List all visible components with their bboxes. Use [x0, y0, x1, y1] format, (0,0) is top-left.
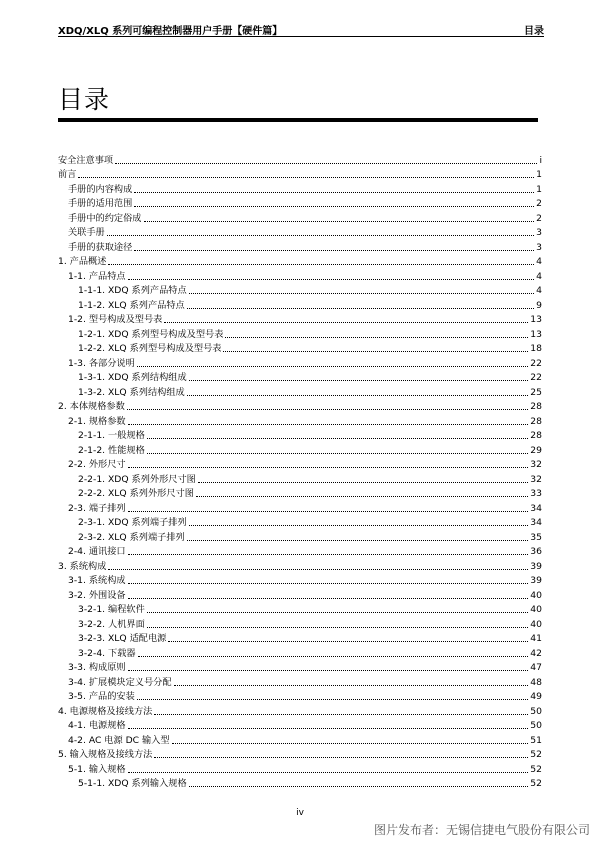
toc-entry-label: 3. 系统构成 [58, 560, 107, 572]
toc-entry-page: 3 [536, 227, 542, 238]
toc-leader-dots [187, 307, 534, 309]
toc-entry-page: 25 [530, 386, 542, 398]
toc-leader-dots [154, 756, 528, 758]
toc-entry-page: 32 [530, 473, 542, 485]
toc-entry[interactable] [58, 311, 542, 326]
toc-leader-dots [134, 205, 534, 207]
toc-entry[interactable] [58, 586, 542, 601]
toc-entry-label: 2-4. 通讯接口 [68, 546, 126, 557]
toc-leader-dots [108, 263, 534, 265]
toc-entry[interactable] [58, 615, 542, 630]
toc-leader-dots [134, 191, 534, 193]
toc-entry[interactable] [58, 209, 542, 224]
toc-entry-label: 1-1-2. XLQ 系列产品特点 [78, 299, 185, 311]
toc-entry-page: 2 [536, 212, 542, 224]
toc-entry-label: 1. 产品概述 [58, 256, 107, 267]
toc-entry-page: 39 [530, 575, 542, 586]
toc-leader-dots [128, 423, 529, 425]
toc-entry-page: 34 [530, 517, 542, 528]
toc-entry-label: 2-2-1. XDQ 系列外形尺寸图 [78, 473, 196, 485]
toc-entry[interactable] [58, 456, 542, 471]
toc-entry[interactable] [58, 702, 542, 717]
toc-entry[interactable] [58, 383, 542, 398]
toc-entry-label: 5-1. 输入规格 [68, 763, 126, 775]
header-section-name: 目录 [524, 26, 544, 37]
toc-leader-dots [78, 176, 534, 178]
toc-leader-dots [189, 524, 529, 526]
toc-leader-dots [128, 278, 535, 280]
toc-leader-dots [189, 292, 534, 294]
toc-leader-dots [128, 597, 529, 599]
toc-entry-page: 2 [536, 198, 542, 209]
toc-entry-page: 28 [530, 401, 542, 412]
toc-entry[interactable] [58, 673, 542, 688]
toc-entry[interactable] [58, 775, 542, 790]
toc-leader-dots [196, 495, 528, 497]
toc-entry[interactable] [58, 412, 542, 427]
title-rule [58, 118, 538, 122]
toc-entry-page: 1 [536, 183, 542, 195]
toc-entry[interactable] [58, 557, 542, 572]
toc-entry-label: 1-2-1. XDQ 系列型号构成及型号表 [78, 328, 224, 340]
toc-leader-dots [128, 553, 529, 555]
toc-entry[interactable] [58, 499, 542, 514]
toc-entry-page: 49 [530, 691, 542, 702]
toc-entry-page: 18 [530, 343, 542, 354]
toc-entry[interactable] [58, 166, 542, 181]
toc-entry-label: 3-2-1. 编程软件 [78, 604, 145, 615]
toc-entry-label: 1-1-1. XDQ 系列产品特点 [78, 285, 187, 296]
toc-leader-dots [187, 394, 529, 396]
toc-entry-label: 3-2. 外围设备 [68, 589, 126, 601]
toc-entry-page: 48 [530, 676, 542, 688]
table-of-contents [58, 151, 542, 789]
toc-entry[interactable] [58, 340, 542, 355]
toc-entry[interactable] [58, 485, 542, 500]
toc-entry-page: i [539, 154, 542, 166]
toc-entry[interactable] [58, 195, 542, 210]
toc-entry-label: 2-1-2. 性能规格 [78, 444, 145, 456]
toc-entry[interactable] [58, 659, 542, 674]
toc-entry-label: 3-5. 产品的安装 [68, 691, 135, 702]
toc-leader-dots [223, 350, 528, 352]
toc-entry-label: 1-3. 各部分说明 [68, 357, 135, 369]
toc-entry[interactable] [58, 688, 542, 703]
toc-entry-label: 安全注意事项 [58, 154, 114, 166]
toc-entry[interactable] [58, 427, 542, 442]
toc-entry-page: 50 [530, 720, 542, 731]
toc-entry-label: 3-2-4. 下载器 [78, 647, 136, 659]
toc-entry-page: 4 [536, 256, 542, 267]
toc-entry-label: 2-3-1. XDQ 系列端子排列 [78, 517, 187, 528]
toc-entry[interactable] [58, 224, 542, 239]
toc-entry[interactable] [58, 717, 542, 732]
toc-entry-page: 52 [530, 778, 542, 789]
toc-leader-dots [134, 249, 534, 251]
toc-entry-label: 3-2-2. 人机界面 [78, 618, 145, 630]
toc-entry[interactable] [58, 180, 542, 195]
header-manual-title: XDQ/XLQ 系列可编程控制器用户手册【硬件篇】 [58, 26, 283, 37]
toc-leader-dots [107, 234, 534, 236]
toc-entry-label: 2-3. 端子排列 [68, 502, 126, 514]
toc-leader-dots [128, 727, 529, 729]
toc-entry-page: 47 [530, 662, 542, 673]
toc-entry-label: 关联手册 [68, 227, 105, 238]
toc-leader-dots [225, 336, 528, 338]
toc-leader-dots [128, 771, 529, 773]
page-title: 目录 [58, 85, 111, 114]
toc-entry-label: 1-2-2. XLQ 系列型号构成及型号表 [78, 343, 222, 354]
publisher-watermark: 图片发布者：无锡信捷电气股份有限公司 [373, 823, 590, 837]
toc-entry-page: 13 [530, 328, 542, 340]
toc-entry[interactable] [58, 441, 542, 456]
toc-entry-page: 41 [530, 633, 542, 644]
toc-entry-page: 50 [530, 705, 542, 717]
toc-entry-page: 22 [530, 357, 542, 369]
toc-entry[interactable] [58, 354, 542, 369]
toc-entry[interactable] [58, 398, 542, 413]
toc-entry-label: 手册的获取途径 [68, 241, 133, 253]
toc-entry[interactable] [58, 543, 542, 558]
toc-entry-page: 9 [536, 299, 542, 311]
toc-entry[interactable] [58, 238, 542, 253]
toc-entry[interactable] [58, 325, 542, 340]
toc-entry-label: 1-2. 型号构成及型号表 [68, 314, 163, 325]
toc-entry-page: 40 [530, 589, 542, 601]
toc-leader-dots [168, 640, 528, 642]
toc-entry-label: 手册中的约定俗成 [68, 212, 142, 224]
toc-entry-label: 5. 输入规格及接线方法 [58, 749, 153, 760]
toc-entry[interactable] [58, 470, 542, 485]
toc-entry-page: 29 [530, 444, 542, 456]
toc-entry[interactable] [58, 630, 542, 645]
toc-leader-dots [115, 162, 537, 164]
toc-entry[interactable] [58, 644, 542, 659]
toc-leader-dots [174, 684, 529, 686]
toc-entry-page: 4 [536, 285, 542, 296]
toc-leader-dots [172, 742, 529, 744]
toc-entry-page: 3 [536, 241, 542, 253]
toc-entry[interactable] [58, 296, 542, 311]
toc-entry[interactable] [58, 528, 542, 543]
toc-entry-page: 22 [530, 372, 542, 383]
toc-entry[interactable] [58, 731, 542, 746]
toc-entry-label: 2-2. 外形尺寸 [68, 459, 126, 470]
toc-entry[interactable] [58, 369, 542, 384]
toc-entry-page: 52 [530, 763, 542, 775]
toc-entry-page: 28 [530, 415, 542, 427]
toc-entry[interactable] [58, 601, 542, 616]
toc-entry[interactable] [58, 760, 542, 775]
toc-entry-page: 4 [536, 270, 542, 282]
toc-entry-label: 2-1-1. 一般规格 [78, 430, 145, 441]
toc-leader-dots [128, 669, 529, 671]
toc-leader-dots [144, 220, 535, 222]
toc-leader-dots [147, 452, 529, 454]
toc-leader-dots [147, 611, 529, 613]
toc-leader-dots [198, 481, 528, 483]
toc-entry-page: 39 [530, 560, 542, 572]
toc-leader-dots [164, 321, 528, 323]
toc-entry-page: 1 [536, 169, 542, 180]
toc-entry-label: 3-1. 系统构成 [68, 575, 126, 586]
toc-entry-label: 1-1. 产品特点 [68, 270, 126, 282]
toc-entry-label: 2-1. 规格参数 [68, 415, 126, 427]
toc-leader-dots [138, 655, 529, 657]
toc-leader-dots [154, 713, 528, 715]
toc-leader-dots [128, 510, 529, 512]
toc-entry[interactable] [58, 151, 542, 166]
page-header [58, 18, 544, 37]
toc-entry-label: 2-3-2. XLQ 系列端子排列 [78, 531, 185, 543]
toc-entry-page: 36 [530, 546, 542, 557]
toc-entry-label: 前言 [58, 169, 77, 180]
toc-leader-dots [189, 379, 529, 381]
toc-entry-page: 51 [530, 734, 542, 746]
toc-entry-label: 1-3-2. XLQ 系列结构组成 [78, 386, 185, 398]
toc-entry-label: 3-4. 扩展模块定义号分配 [68, 676, 172, 688]
toc-entry-page: 32 [530, 459, 542, 470]
toc-entry-label: 手册的内容构成 [68, 183, 133, 195]
toc-entry-label: 2-2-2. XLQ 系列外形尺寸图 [78, 488, 194, 499]
toc-leader-dots [128, 582, 529, 584]
toc-entry[interactable] [58, 572, 542, 587]
toc-entry-label: 4-2. AC 电源 DC 输入型 [68, 734, 170, 746]
toc-leader-dots [137, 698, 529, 700]
toc-entry[interactable] [58, 746, 542, 761]
toc-entry-label: 3-3. 构成原则 [68, 662, 126, 673]
toc-entry-page: 35 [530, 531, 542, 543]
toc-leader-dots [128, 466, 529, 468]
toc-leader-dots [189, 785, 529, 787]
toc-entry-label: 手册的适用范围 [68, 198, 133, 209]
toc-leader-dots [108, 568, 528, 570]
toc-entry[interactable] [58, 514, 542, 529]
toc-leader-dots [137, 365, 529, 367]
toc-leader-dots [127, 408, 528, 410]
toc-leader-dots [147, 437, 529, 439]
toc-entry-label: 4. 电源规格及接线方法 [58, 705, 153, 717]
toc-entry-page: 13 [530, 314, 542, 325]
toc-entry[interactable] [58, 282, 542, 297]
toc-entry-page: 40 [530, 618, 542, 630]
toc-entry-page: 33 [530, 488, 542, 499]
page-number: iv [296, 808, 304, 818]
toc-entry-page: 42 [530, 647, 542, 659]
toc-entry-page: 34 [530, 502, 542, 514]
toc-entry[interactable] [58, 253, 542, 268]
toc-entry-label: 2. 本体规格参数 [58, 401, 125, 412]
toc-leader-dots [187, 539, 529, 541]
toc-entry[interactable] [58, 267, 542, 282]
toc-entry-label: 1-3-1. XDQ 系列结构组成 [78, 372, 187, 383]
toc-entry-label: 5-1-1. XDQ 系列输入规格 [78, 778, 187, 789]
toc-leader-dots [147, 626, 529, 628]
toc-entry-page: 40 [530, 604, 542, 615]
toc-entry-label: 4-1. 电源规格 [68, 720, 126, 731]
toc-entry-page: 28 [530, 430, 542, 441]
toc-entry-label: 3-2-3. XLQ 适配电源 [78, 633, 167, 644]
toc-entry-page: 52 [530, 749, 542, 760]
